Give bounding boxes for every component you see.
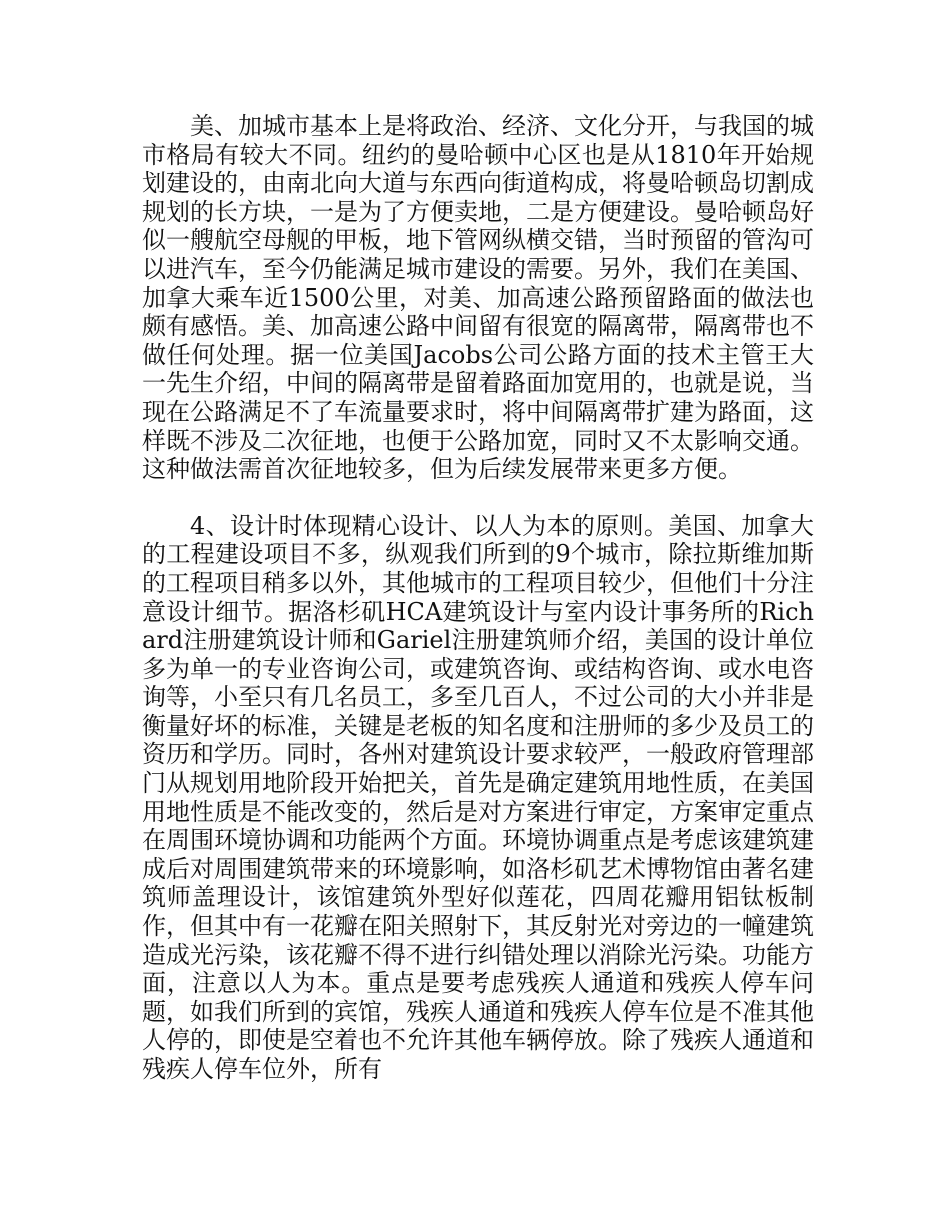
paragraph-city-planning: 美、加城市基本上是将政治、经济、文化分开，与我国的城市格局有较大不同。纽约的曼哈顿中心区也是从1810年开始规划建设的，由南北向大道与东西向街道构成，将曼哈顿岛切割成规划的长方块，一是为了方便卖地，二是方便建设。曼哈顿岛好似一艘航空母舰的甲板，地下管网纵横交错，当时预留的管沟可以进汽车，至今仍能满足城市建设的需要。另外，我们在美国、加拿大乘车近1500公里，对美、加高速公路预留路面的做法也颇有感悟。美、加高速公路中间留有很宽的隔离带，隔离带也不做任何处理。据一位美国Jacobs公司公路方面的技术主管王大一先生介绍，中间的隔离带是留着路面加宽用的，也就是说，当现在公路满足不了车流量要求时，将中间隔离带扩建为路面，这样既不涉及二次征地，也便于公路加宽，同时又不太影响交通。这种做法需首次征地较多，但为后续发展带来更多方便。: [142, 112, 814, 484]
document-page: [142, 112, 814, 1084]
paragraph-design-principles: 4、设计时体现精心设计、以人为本的原则。美国、加拿大的工程建设项目不多，纵观我们所到的9个城市，除拉斯维加斯的工程项目稍多以外，其他城市的工程项目较少，但他们十分注意设计细节。据洛杉矶HCA建筑设计与室内设计事务所的Richard注册建筑设计师和Gariel注册建筑师介绍，美国的设计单位多为单一的专业咨询公司，或建筑咨询、或结构咨询、或水电咨询等，小至只有几名员工，多至几百人，不过公司的大小并非是衡量好坏的标准，关键是老板的知名度和注册师的多少及员工的资历和学历。同时，各州对建筑设计要求较严，一般政府管理部门从规划用地阶段开始把关，首先是确定建筑用地性质，在美国用地性质是不能改变的，然后是对方案进行审定，方案审定重点在周围环境协调和功能两个方面。环境协调重点是考虑该建筑建成后对周围建筑带来的环境影响，如洛杉矶艺术博物馆由著名建筑师盖理设计，该馆建筑外型好似莲花，四周花瓣用铝钛板制作，但其中有一花瓣在阳关照射下，其反射光对旁边的一幢建筑造成光污染，该花瓣不得不进行纠错处理以消除光污染。功能方面，注意以人为本。重点是要考虑残疾人通道和残疾人停车问题，如我们所到的宾馆，残疾人通道和残疾人停车位是不准其他人停的，即使是空着也不允许其他车辆停放。除了残疾人通道和残疾人停车位外，所有: [142, 511, 814, 1083]
